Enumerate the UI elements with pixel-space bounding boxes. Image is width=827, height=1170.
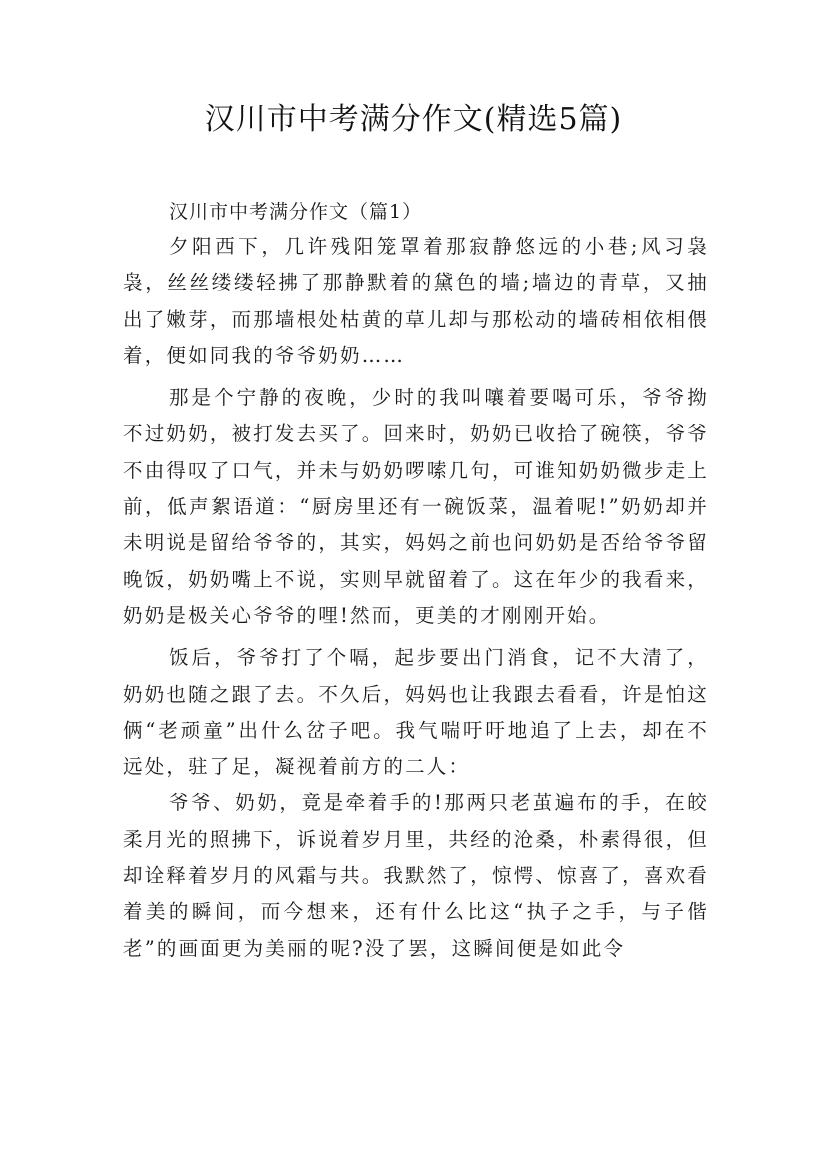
document-title: 汉川市中考满分作文(精选5篇) <box>204 102 623 137</box>
paragraph-4: 爷爷、奶奶，竟是牵着手的!那两只老茧遍布的手，在皎柔月光的照拂下，诉说着岁月里，共经的沧桑，朴素得很，但却诠释着岁月的风霜与共。我默然了，惊愕、惊喜了，喜欢看着美的瞬间，而今想来，还有什么比这“执子之手，与子偕老”的画面更为美丽的呢?没了罢，这瞬间便是如此令 <box>123 791 709 960</box>
paragraph-1: 夕阳西下，几许残阳笼罩着那寂静悠远的小巷;风习袅袅，丝丝缕缕轻拂了那静默着的黛色的墙;墙边的青草，又抽出了嫩芽，而那墙根处枯黄的草儿却与那松动的墙砖相依相偎着，便如同我的爷爷奶奶…… <box>123 235 709 367</box>
document-body <box>123 195 709 967</box>
paragraph-2: 那是个宁静的夜晚，少时的我叫嚷着要喝可乐，爷爷拗不过奶奶，被打发去买了。回来时，奶奶已收拾了碗筷，爷爷不由得叹了口气，并未与奶奶啰嗦几句，可谁知奶奶微步走上前，低声絮语道：“厨房里还有一碗饭菜，温着呢!”奶奶却并未明说是留给爷爷的，其实，妈妈之前也问奶奶是否给爷爷留晚饭，奶奶嘴上不说，实则早就留着了。这在年少的我看来，奶奶是极关心爷爷的哩!然而，更美的才刚刚开始。 <box>123 386 709 627</box>
section-subtitle: 汉川市中考满分作文（篇1） <box>169 201 423 223</box>
paragraph-3: 饭后，爷爷打了个嗝，起步要出门消食，记不大清了，奶奶也随之跟了去。不久后，妈妈也让我跟去看看，许是怕这俩“老顽童”出什么岔子吧。我气喘吁吁地追了上去，却在不远处，驻了足，凝视着前方的二人： <box>123 646 709 779</box>
